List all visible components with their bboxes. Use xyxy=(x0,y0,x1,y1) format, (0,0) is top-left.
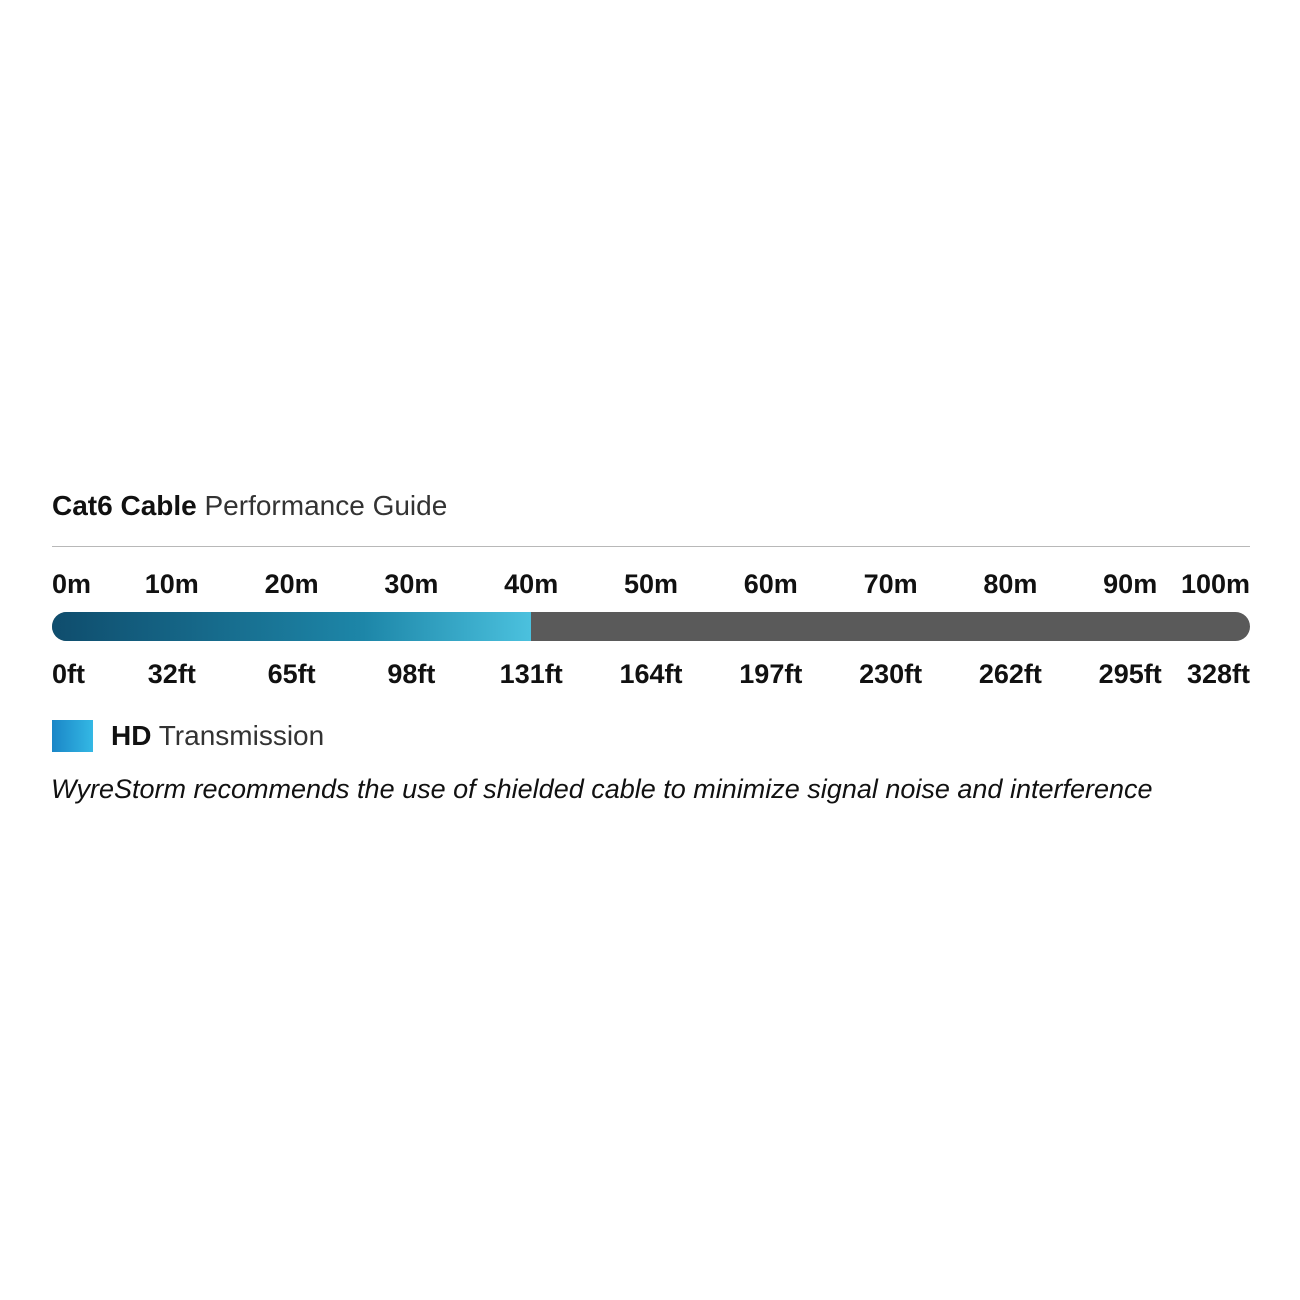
imperial-tick-label: 32ft xyxy=(147,659,196,689)
legend-label-light: Transmission xyxy=(158,720,325,751)
imperial-tick-label: 328ft xyxy=(1186,659,1250,689)
metric-tick-label: 50m xyxy=(623,569,679,599)
imperial-tick-label: 262ft xyxy=(978,659,1042,689)
metric-tick-label: 20m xyxy=(264,569,319,599)
hd-transmission-bar xyxy=(52,612,531,641)
imperial-tick-label: 0ft xyxy=(52,659,85,689)
legend-label xyxy=(111,720,324,752)
imperial-tick-label: 131ft xyxy=(499,659,563,689)
imperial-tick-label: 230ft xyxy=(859,659,923,689)
legend xyxy=(52,720,324,752)
imperial-axis xyxy=(52,656,1250,692)
metric-tick-label: 40m xyxy=(504,569,559,599)
legend-swatch xyxy=(52,720,93,752)
metric-tick-label: 0m xyxy=(52,569,92,599)
recommendation-note: WyreStorm recommends the use of shielded cable to minimize signal noise and interference xyxy=(51,774,1153,804)
distance-bar-track xyxy=(52,612,1250,641)
imperial-tick-label: 164ft xyxy=(619,659,683,689)
metric-tick-label: 30m xyxy=(384,569,439,599)
metric-tick-label: 60m xyxy=(743,569,798,599)
metric-tick-label: 10m xyxy=(144,569,199,599)
imperial-tick-label: 295ft xyxy=(1098,659,1162,689)
chart-title-bold: Cat6 Cable xyxy=(52,490,197,521)
title-divider xyxy=(52,546,1250,547)
imperial-tick-label: 98ft xyxy=(387,659,436,689)
legend-label-bold: HD xyxy=(111,720,152,751)
metric-tick-label: 80m xyxy=(983,569,1038,599)
chart-title xyxy=(52,480,1250,532)
performance-guide xyxy=(51,480,1250,804)
imperial-tick-label: 65ft xyxy=(267,659,316,689)
metric-tick-label: 90m xyxy=(1103,569,1158,599)
metric-tick-label: 100m xyxy=(1180,569,1250,599)
metric-tick-label: 70m xyxy=(863,569,918,599)
imperial-tick-label: 197ft xyxy=(739,659,803,689)
chart-title-light: Performance Guide xyxy=(204,490,448,521)
metric-axis xyxy=(52,566,1250,602)
